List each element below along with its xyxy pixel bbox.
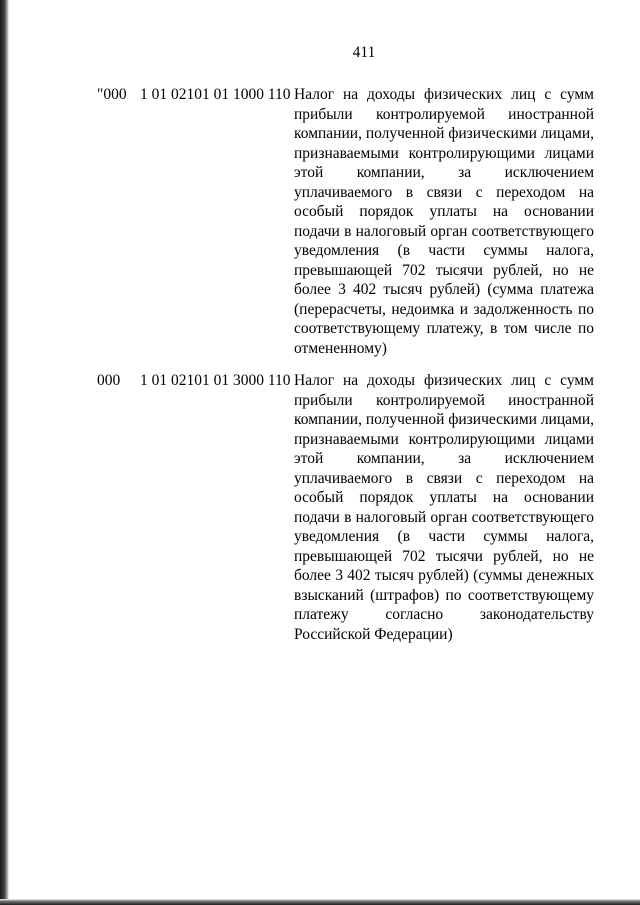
scan-edge-left — [0, 0, 9, 905]
admin-code: 000 — [97, 372, 121, 389]
budget-classification-code: 1 01 02101 01 3000 110 — [140, 372, 291, 389]
budget-classification-code: 1 01 02101 01 1000 110 — [140, 86, 291, 103]
scan-edge-bottom — [0, 899, 640, 905]
page-number: 411 — [352, 44, 376, 61]
admin-code: "000 — [97, 86, 127, 103]
income-description: Налог на доходы физических лиц с сумм прибыли контролируемой иностранной компании, полученной физическими лицами, признаваемыми контролирующими лицами этой компании, за исключением уплачиваемого в связи с переходом на особый порядок уплаты на основании подачи в налоговый орган соответствующего уведомления (в части суммы налога, превышающей 702 тысячи рублей, но не более 3 402 тысяч рублей) (суммы денежных взысканий (штрафов) по соответствующему платежу согласно законодательству Российской Федерации) — [294, 372, 595, 643]
income-description: Налог на доходы физических лиц с сумм прибыли контролируемой иностранной компании, полученной физическими лицами, признаваемыми контролирующими лицами этой компании, за исключением уплачиваемого в связи с переходом на особый порядок уплаты на основании подачи в налоговый орган соответствующего уведомления (в части суммы налога, превышающей 702 тысячи рублей, но не более 3 402 тысяч рублей) (сумма платежа (перерасчеты, недоимка и задолженность по соответствующему платежу, в том числе по отмененному) — [294, 86, 595, 357]
